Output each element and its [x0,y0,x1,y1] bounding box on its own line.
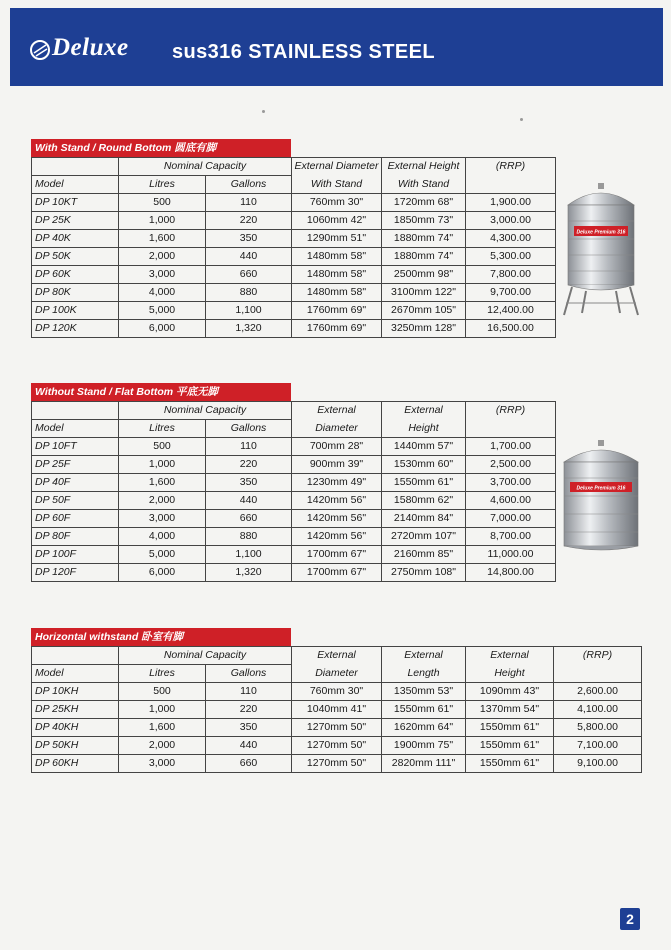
table-cell: 9,100.00 [554,755,642,773]
table-row [32,719,642,737]
table-cell: 1,100 [206,546,292,564]
model-cell: DP 10FT [32,438,119,456]
table-cell: 7,000.00 [466,510,556,528]
table-cell: 3,000 [119,755,206,773]
table-cell: 660 [206,266,292,284]
table-cell: 1,600 [119,230,206,248]
table-cell: 700mm 28" [292,438,382,456]
table-row [32,266,556,284]
nominal-capacity-header: Nominal Capacity [119,402,292,420]
table-row [32,528,556,546]
table-cell: 110 [206,194,292,212]
table-cell: 7,800.00 [466,266,556,284]
table-cell: 1060mm 42" [292,212,382,230]
table-cell: 1270mm 50" [292,737,382,755]
model-cell: DP 80K [32,284,119,302]
table-row [32,456,556,474]
table-cell: 2720mm 107" [382,528,466,546]
col-header: (RRP) [466,402,556,420]
spec-table-with-stand [31,157,556,338]
table-cell: 1420mm 56" [292,510,382,528]
table-cell: 1760mm 69" [292,320,382,338]
table-cell: 4,600.00 [466,492,556,510]
col-header: External [292,402,382,420]
table-row [32,701,642,719]
table-cell: 500 [119,683,206,701]
table-cell: 350 [206,230,292,248]
table-cell: 880 [206,284,292,302]
tank-flat-bottom-icon [556,438,646,556]
table-row [32,284,556,302]
model-cell: DP 120F [32,564,119,582]
tank-label: Deluxe Premium 316 [576,229,626,236]
model-cell: DP 10KT [32,194,119,212]
table-cell: 1,320 [206,564,292,582]
table-row [32,248,556,266]
table-row [32,546,556,564]
col-header: With Stand [292,176,382,194]
model-cell: DP 25KH [32,701,119,719]
table-cell: 1,100 [206,302,292,320]
col-header: Gallons [206,420,292,438]
model-cell: DP 50F [32,492,119,510]
col-header: Model [32,176,119,194]
table-cell: 12,400.00 [466,302,556,320]
nominal-capacity-header: Nominal Capacity [119,647,292,665]
table-cell: 440 [206,248,292,266]
table-cell: 1550mm 61" [466,737,554,755]
table-row [32,230,556,248]
section-label-with-stand: With Stand / Round Bottom 圆底有脚 [31,139,291,157]
table-cell: 2140mm 84" [382,510,466,528]
col-header: Litres [119,665,206,683]
table-cell: 5,800.00 [554,719,642,737]
table-cell: 4,000 [119,528,206,546]
table-cell: 4,000 [119,284,206,302]
table-cell: 4,100.00 [554,701,642,719]
table-cell: 16,500.00 [466,320,556,338]
col-header: External Height [382,158,466,176]
table-cell: 6,000 [119,320,206,338]
table-cell: 14,800.00 [466,564,556,582]
model-cell: DP 100F [32,546,119,564]
spec-table-horizontal [31,646,642,773]
model-cell: DP 60K [32,266,119,284]
table-cell: 1480mm 58" [292,248,382,266]
table-cell: 1,600 [119,474,206,492]
table-cell: 2160mm 85" [382,546,466,564]
table-cell: 110 [206,438,292,456]
brand-name: Deluxe [52,34,129,61]
table-row [32,438,556,456]
table-cell: 5,000 [119,302,206,320]
table-cell: 1720mm 68" [382,194,466,212]
table-cell: 1420mm 56" [292,528,382,546]
table-cell: 1,600 [119,719,206,737]
table-cell: 1530mm 60" [382,456,466,474]
col-header: External Diameter [292,158,382,176]
table-row [32,737,642,755]
table-cell: 2,000 [119,492,206,510]
table-cell: 1700mm 67" [292,546,382,564]
table-cell: 7,100.00 [554,737,642,755]
col-header: External [292,647,382,665]
page-title: sus316 STAINLESS STEEL [172,41,435,63]
col-header: Gallons [206,665,292,683]
col-header: External [382,402,466,420]
table-cell: 900mm 39" [292,456,382,474]
table-cell: 3,000 [119,510,206,528]
table-cell: 1850mm 73" [382,212,466,230]
table-cell: 2,500.00 [466,456,556,474]
table-cell: 3250mm 128" [382,320,466,338]
model-cell: DP 40KH [32,719,119,737]
col-header: Diameter [292,665,382,683]
col-header: (RRP) [466,158,556,176]
table-cell: 1,000 [119,212,206,230]
table-cell: 2820mm 111" [382,755,466,773]
table-cell: 1550mm 61" [382,474,466,492]
table-cell: 1900mm 75" [382,737,466,755]
table-cell: 350 [206,719,292,737]
col-header: Litres [119,176,206,194]
table-cell: 3100mm 122" [382,284,466,302]
table-cell: 500 [119,438,206,456]
table-row [32,755,642,773]
table-row [32,492,556,510]
table-cell: 1550mm 61" [466,719,554,737]
col-header: Model [32,420,119,438]
table-cell: 2750mm 108" [382,564,466,582]
table-cell: 11,000.00 [466,546,556,564]
page-number: 2 [620,908,640,930]
table-cell: 1,320 [206,320,292,338]
table-row [32,212,556,230]
tank-label: Deluxe Premium 316 [576,485,626,492]
table-cell: 1420mm 56" [292,492,382,510]
col-header: (RRP) [554,647,642,665]
table-cell: 1230mm 49" [292,474,382,492]
table-cell: 1,000 [119,456,206,474]
table-cell: 220 [206,212,292,230]
model-cell: DP 80F [32,528,119,546]
table-cell: 110 [206,683,292,701]
col-header: Model [32,665,119,683]
model-cell: DP 100K [32,302,119,320]
table-cell: 1270mm 50" [292,719,382,737]
model-cell: DP 50K [32,248,119,266]
table-cell: 1760mm 69" [292,302,382,320]
section-label-horizontal: Horizontal withstand 卧室有脚 [31,628,291,646]
table-cell: 220 [206,701,292,719]
model-cell: DP 60F [32,510,119,528]
table-cell: 440 [206,737,292,755]
table-row [32,302,556,320]
table-cell: 2,600.00 [554,683,642,701]
table-row [32,474,556,492]
table-cell: 1440mm 57" [382,438,466,456]
col-header: With Stand [382,176,466,194]
table-cell: 1090mm 43" [466,683,554,701]
model-cell: DP 40K [32,230,119,248]
table-cell: 1700mm 67" [292,564,382,582]
nominal-capacity-header: Nominal Capacity [119,158,292,176]
table-cell: 1270mm 50" [292,755,382,773]
table-cell: 1,900.00 [466,194,556,212]
table-cell: 1,700.00 [466,438,556,456]
table-cell: 1290mm 51" [292,230,382,248]
col-header: External [382,647,466,665]
table-cell: 8,700.00 [466,528,556,546]
col-header: Height [382,420,466,438]
table-row [32,683,642,701]
table-cell: 880 [206,528,292,546]
table-cell: 660 [206,755,292,773]
col-header: Height [466,665,554,683]
model-cell: DP 25F [32,456,119,474]
table-cell: 3,700.00 [466,474,556,492]
table-cell: 1880mm 74" [382,248,466,266]
table-cell: 1620mm 64" [382,719,466,737]
col-header: Length [382,665,466,683]
model-cell: DP 10KH [32,683,119,701]
model-cell: DP 25K [32,212,119,230]
table-cell: 5,000 [119,546,206,564]
table-cell: 500 [119,194,206,212]
table-cell: 1550mm 61" [382,701,466,719]
table-cell: 6,000 [119,564,206,582]
table-cell: 440 [206,492,292,510]
table-cell: 760mm 30" [292,194,382,212]
table-row [32,194,556,212]
table-cell: 2,000 [119,248,206,266]
table-cell: 2500mm 98" [382,266,466,284]
table-cell: 1480mm 58" [292,284,382,302]
tank-with-stand-icon [556,183,646,318]
table-cell: 1,000 [119,701,206,719]
table-row [32,510,556,528]
table-row [32,320,556,338]
col-header: Diameter [292,420,382,438]
model-cell: DP 40F [32,474,119,492]
model-cell: DP 60KH [32,755,119,773]
table-cell: 660 [206,510,292,528]
table-cell: 1880mm 74" [382,230,466,248]
print-speck [520,118,523,121]
table-cell: 2,000 [119,737,206,755]
table-cell: 760mm 30" [292,683,382,701]
spec-table-without-stand [31,401,556,582]
section-label-without-stand: Without Stand / Flat Bottom 平底无脚 [31,383,291,401]
table-cell: 4,300.00 [466,230,556,248]
table-cell: 1550mm 61" [466,755,554,773]
col-header: External [466,647,554,665]
table-cell: 2670mm 105" [382,302,466,320]
col-header: Gallons [206,176,292,194]
table-cell: 350 [206,474,292,492]
print-speck [262,110,265,113]
table-cell: 1040mm 41" [292,701,382,719]
table-cell: 1350mm 53" [382,683,466,701]
table-cell: 1480mm 58" [292,266,382,284]
table-row [32,564,556,582]
model-cell: DP 120K [32,320,119,338]
table-cell: 5,300.00 [466,248,556,266]
model-cell: DP 50KH [32,737,119,755]
table-cell: 220 [206,456,292,474]
col-header: Litres [119,420,206,438]
table-cell: 9,700.00 [466,284,556,302]
table-cell: 3,000.00 [466,212,556,230]
table-cell: 1580mm 62" [382,492,466,510]
table-cell: 3,000 [119,266,206,284]
table-cell: 1370mm 54" [466,701,554,719]
